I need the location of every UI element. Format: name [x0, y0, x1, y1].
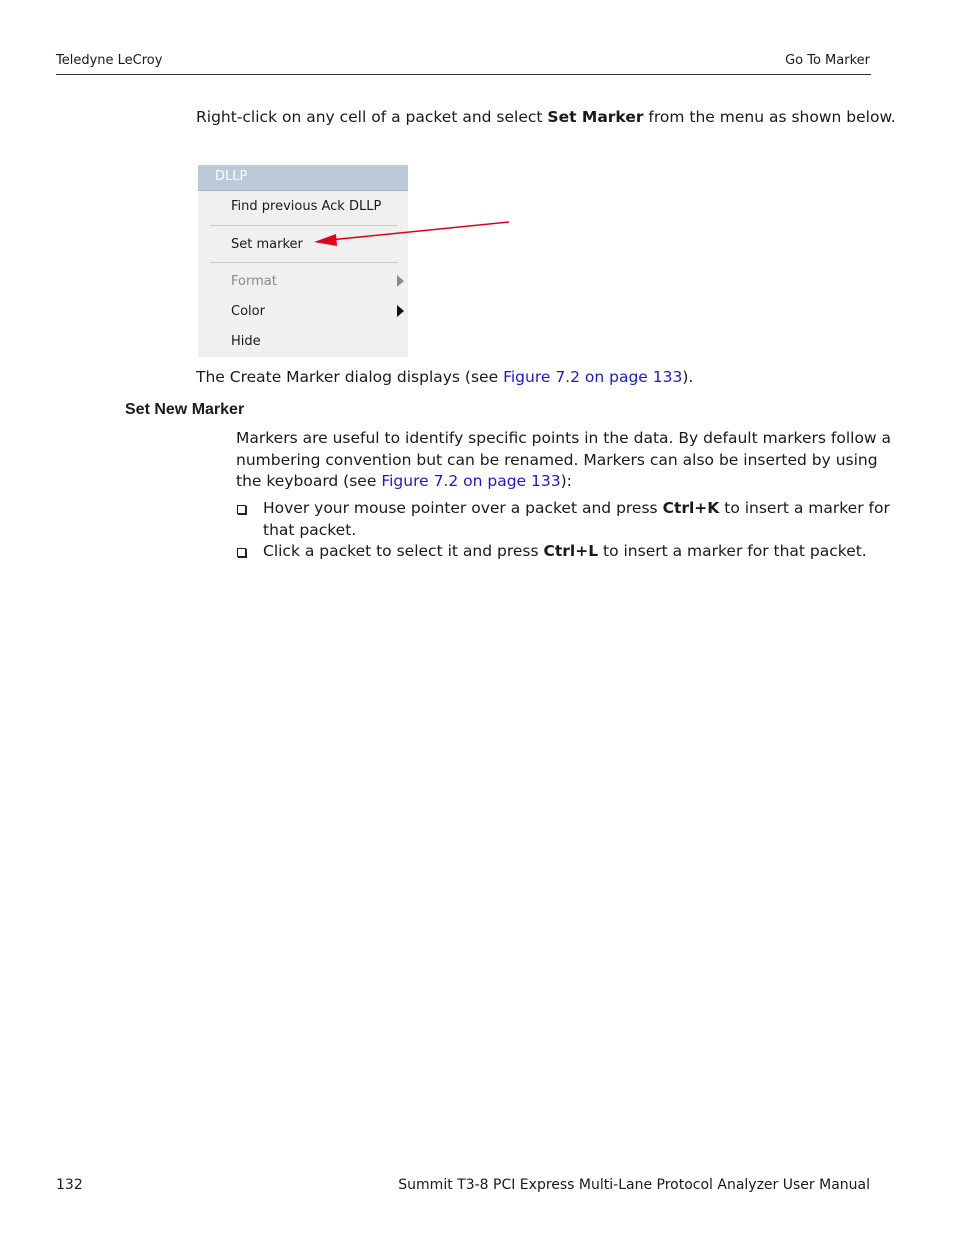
- figure-link[interactable]: Figure 7.2 on page 133: [381, 472, 561, 490]
- shortcut-key: Ctrl+L: [543, 542, 599, 560]
- pointer-arrow-icon: [300, 215, 515, 255]
- bullet-box-icon: [237, 505, 246, 514]
- paragraph-text: the keyboard (see: [236, 472, 382, 490]
- bullet-text: to insert a marker for: [719, 499, 890, 517]
- intro-text-bold: Set Marker: [547, 108, 644, 126]
- menu-title: DLLP: [198, 165, 408, 191]
- header-left: Teledyne LeCroy: [56, 53, 163, 68]
- menu-item-format: Format: [231, 274, 277, 289]
- bullet-text: that packet.: [263, 520, 357, 539]
- submenu-arrow-icon: [397, 305, 404, 317]
- paragraph-text: ):: [560, 472, 572, 490]
- context-menu: [198, 165, 408, 357]
- menu-item-hide[interactable]: Hide: [231, 334, 261, 349]
- paragraph-line: Markers are useful to identify specific points in the data. By default markers follow a: [236, 429, 892, 447]
- menu-item-find-previous-ack[interactable]: Find previous Ack DLLP: [231, 199, 382, 214]
- intro-paragraph: [196, 107, 896, 129]
- caption-text-post: ).: [682, 368, 694, 386]
- submenu-arrow-icon: [397, 275, 404, 287]
- bullet-text: Click a packet to select it and press: [263, 542, 544, 560]
- menu-item-set-marker[interactable]: Set marker: [231, 237, 303, 252]
- bullet-item: [263, 541, 867, 563]
- paragraph-line: numbering convention but can be renamed. Markers can also be inserted by using: [236, 450, 878, 469]
- footer-title: Summit T3-8 PCI Express Multi-Lane Protocol Analyzer User Manual: [398, 1177, 870, 1193]
- caption-text-pre: The Create Marker dialog displays (see: [196, 368, 504, 386]
- page-number: 132: [56, 1177, 83, 1193]
- section-paragraph: [236, 428, 891, 493]
- bullet-text: to insert a marker for that packet.: [598, 542, 867, 560]
- paragraph-line: [236, 471, 891, 493]
- caption-paragraph: [196, 367, 693, 389]
- bullet-text: Hover your mouse pointer over a packet and press: [263, 499, 663, 517]
- header-right: Go To Marker: [785, 53, 870, 68]
- menu-item-color[interactable]: Color: [231, 304, 265, 319]
- menu-separator: [210, 262, 398, 263]
- figure-link[interactable]: Figure 7.2 on page 133: [503, 368, 683, 386]
- intro-text-post: from the menu as shown below.: [643, 108, 896, 126]
- intro-text-pre: Right-click on any cell of a packet and select: [196, 108, 548, 126]
- section-heading: Set New Marker: [125, 401, 245, 418]
- bullet-box-icon: [237, 548, 246, 557]
- bullet-item: [263, 498, 890, 541]
- shortcut-key: Ctrl+K: [662, 499, 720, 517]
- header-rule: [56, 74, 871, 75]
